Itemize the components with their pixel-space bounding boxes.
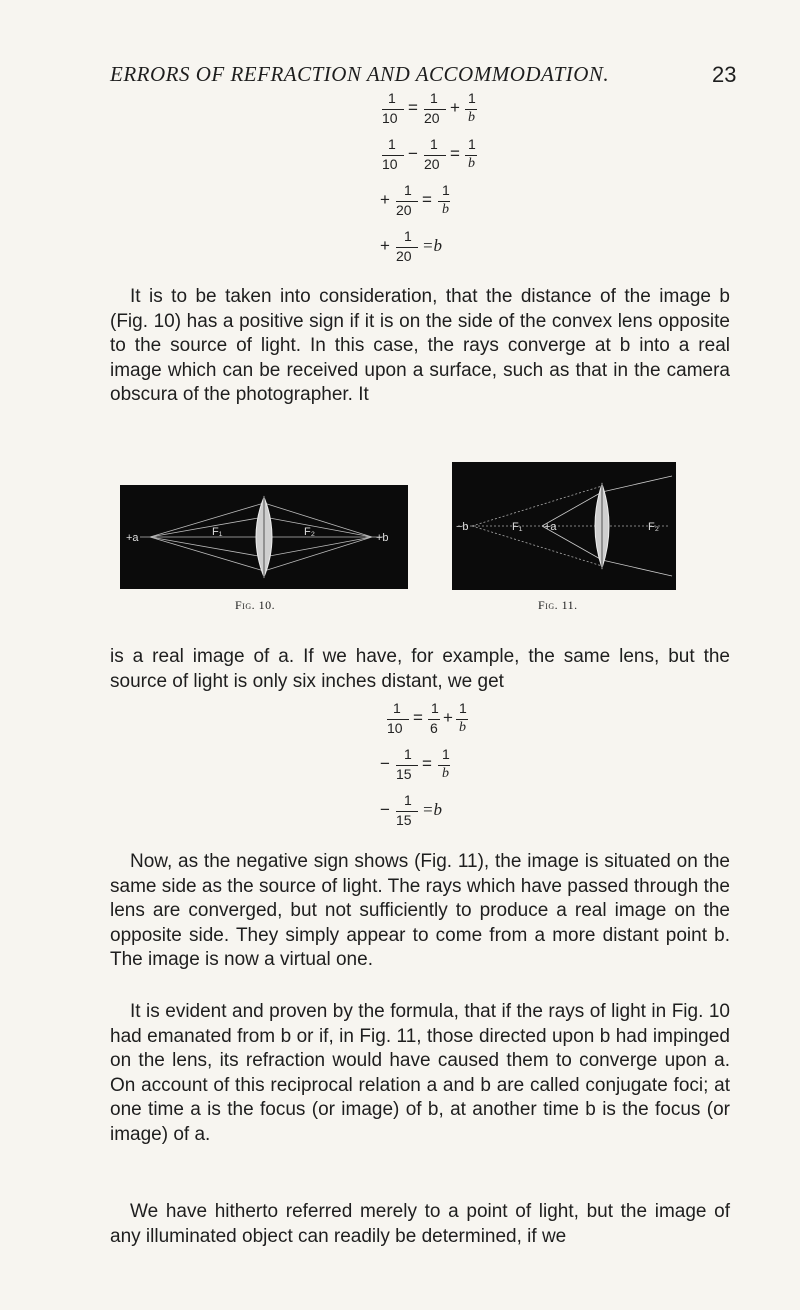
figure-11 [452,462,676,590]
equation-4: + 1 20 =b [380,228,442,264]
equation-2: 1 10 − 1 20 = 1 b [382,136,476,172]
equation-6: − 1 15 = 1 b [380,746,450,782]
equation-3: + 1 20 = 1 b [380,182,450,218]
paragraph-2: is a real image of a. If we have, for example, the same lens, but the source of light is only six inches distant, we get [110,646,730,692]
fig10-label-plus-b: +b [376,532,389,544]
paragraph-3: Now, as the negative sign shows (Fig. 11), the image is situated on the same side as the source of light. The rays which have passed through the lens are converged, but not sufficiently to produce a real image on the opposite side. They simply appear to come from a more distant point b. The image is now a virtual one. [110,851,730,970]
fig10-label-f1: F₁ [212,526,223,538]
fig10-label-f2: F₂ [304,526,315,538]
paragraph-1: It is to be taken into consideration, that the distance of the image b (Fig. 10) has a positive sign if it is on the side of the convex lens opposite to the source of light. In this case, the rays converge at b into a real image which can be received upon a surface, such as that in the camera obscura of the photographer. It [110,286,730,405]
figure-10 [120,485,408,589]
paragraph-5: We have hitherto referred merely to a point of light, but the image of any illuminated object can readily be determined, if we [110,1201,730,1247]
equation-7: − 1 15 =b [380,792,442,828]
equation-5: 1 10 = 1 6 + 1 b [387,700,467,736]
running-title: ERRORS OF REFRACTION AND ACCOMMODATION. [110,62,610,86]
fig11-label-f1: F₁ [512,521,523,533]
fig11-label-f2: F₂ [648,521,659,533]
fig11-label-minus-b: −b [456,521,469,533]
fig10-label-plus-a: +a [126,532,139,544]
paragraph-4: It is evident and proven by the formula, that if the rays of light in Fig. 10 had emanated from b or if, in Fig. 11, those directed upon b had impinged on the lens, its refraction would have caused them to converge upon a. On account of this reciprocal relation a and b are called conjugate foci; at one time a is the focus (or image) of b, at another time b is the focus (or image) of a. [110,1001,730,1145]
page-number: 23 [712,62,737,87]
fig11-label-plus-a: +a [544,521,557,533]
figure-11-caption: Fig. 11. [538,598,578,612]
equation-1: 1 10 = 1 20 + 1 b [382,90,476,126]
figure-10-caption: Fig. 10. [235,598,276,612]
